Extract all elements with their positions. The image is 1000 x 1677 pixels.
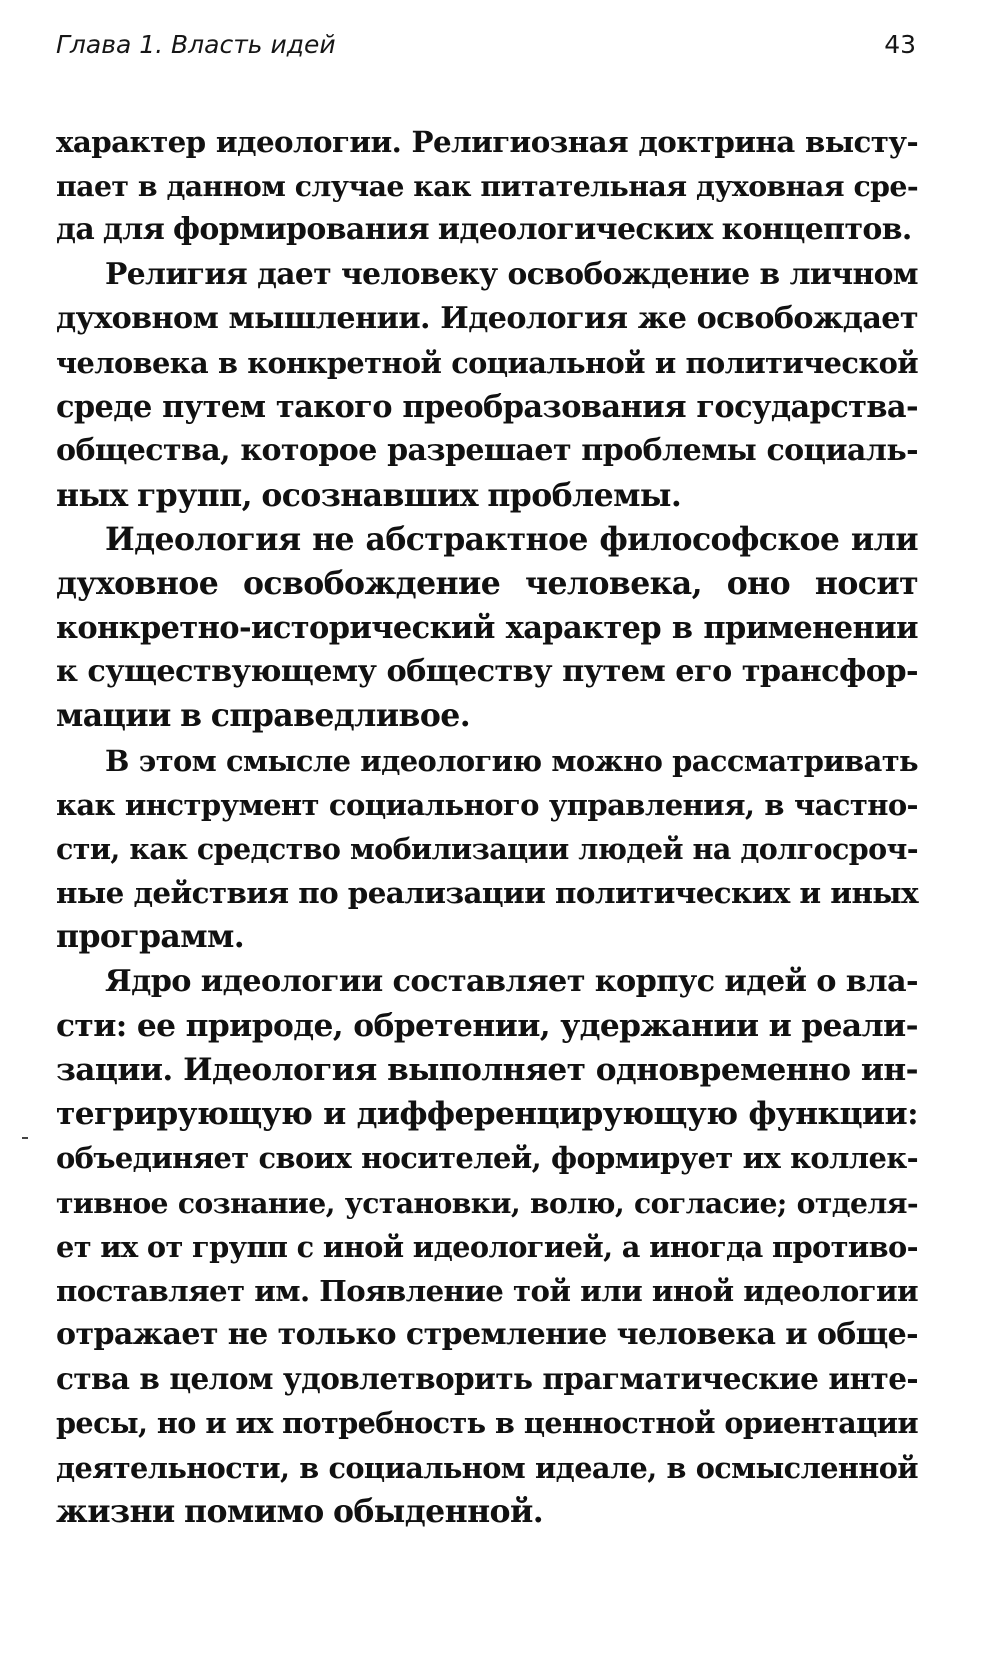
text-line: жизни помимо обыденной.: [56, 1492, 544, 1530]
text-line: ресы, но и их потребность в ценностной ориентации: [56, 1406, 918, 1441]
text-line: тегрирующую и дифференцирующую функции:: [56, 1096, 918, 1133]
text-line: характер идеологии. Религиозная доктрина высту-: [56, 124, 918, 159]
text-line: пает в данном случае как питательная духовная сре-: [56, 169, 918, 204]
print-speck: [22, 1137, 28, 1139]
text-line: да для формирования идеологических концептов.: [56, 212, 912, 248]
text-line: В этом смысле идеологию можно рассматривать: [105, 743, 918, 778]
text-line: ных групп, осознавших проблемы.: [56, 476, 682, 514]
text-line: среде путем такого преобразования государства-: [56, 389, 918, 426]
text-line: деятельности, в социальном идеале, в осмысленной: [56, 1450, 918, 1485]
text-line: духовное освобождение человека, оно носит: [56, 564, 918, 602]
text-line: отражает не только стремление человека и обще-: [56, 1317, 918, 1353]
text-line: Ядро идеологии составляет корпус идей о вла-: [105, 963, 918, 999]
text-line: поставляет им. Появление той или иной идеологии: [56, 1273, 918, 1308]
text-line: человека в конкретной социальной и политической: [56, 345, 918, 380]
running-head: [56, 30, 916, 70]
text-line: программ.: [56, 918, 245, 956]
text-line: ства в целом удовлетворить прагматические инте-: [56, 1361, 918, 1397]
text-line: ные действия по реализации политических и иных: [56, 875, 918, 911]
text-line: общества, которое разрешает проблемы социаль-: [56, 433, 918, 469]
chapter-title: Глава 1. Власть идей: [56, 30, 336, 59]
body-text: [56, 120, 918, 1534]
text-line: сти: ее природе, обретении, удержании и реали-: [56, 1007, 918, 1044]
text-line: Религия дает человеку освобождение в личном: [105, 256, 918, 292]
text-line: к существующему обществу путем его трансфор-: [56, 654, 918, 690]
text-line: конкретно-исторический характер в применении: [56, 610, 918, 647]
text-line: ет их от групп с иной идеологией, а иногда противо-: [56, 1229, 918, 1264]
text-line: мации в справедливое.: [56, 697, 471, 735]
text-line: зации. Идеология выполняет одновременно ин-: [56, 1051, 918, 1088]
text-line: тивное сознание, установки, волю, согласие; отделя-: [56, 1185, 918, 1220]
text-line: объединяет своих носителей, формирует их коллек-: [56, 1141, 918, 1176]
text-line: как инструмент социального управления, в частно-: [56, 787, 918, 822]
text-line: духовном мышлении. Идеология же освобождает: [56, 300, 918, 336]
text-line: сти, как средство мобилизации людей на долгосроч-: [56, 832, 918, 866]
page-number: 43: [884, 30, 916, 59]
text-line: Идеология не абстрактное философское или: [105, 520, 918, 558]
